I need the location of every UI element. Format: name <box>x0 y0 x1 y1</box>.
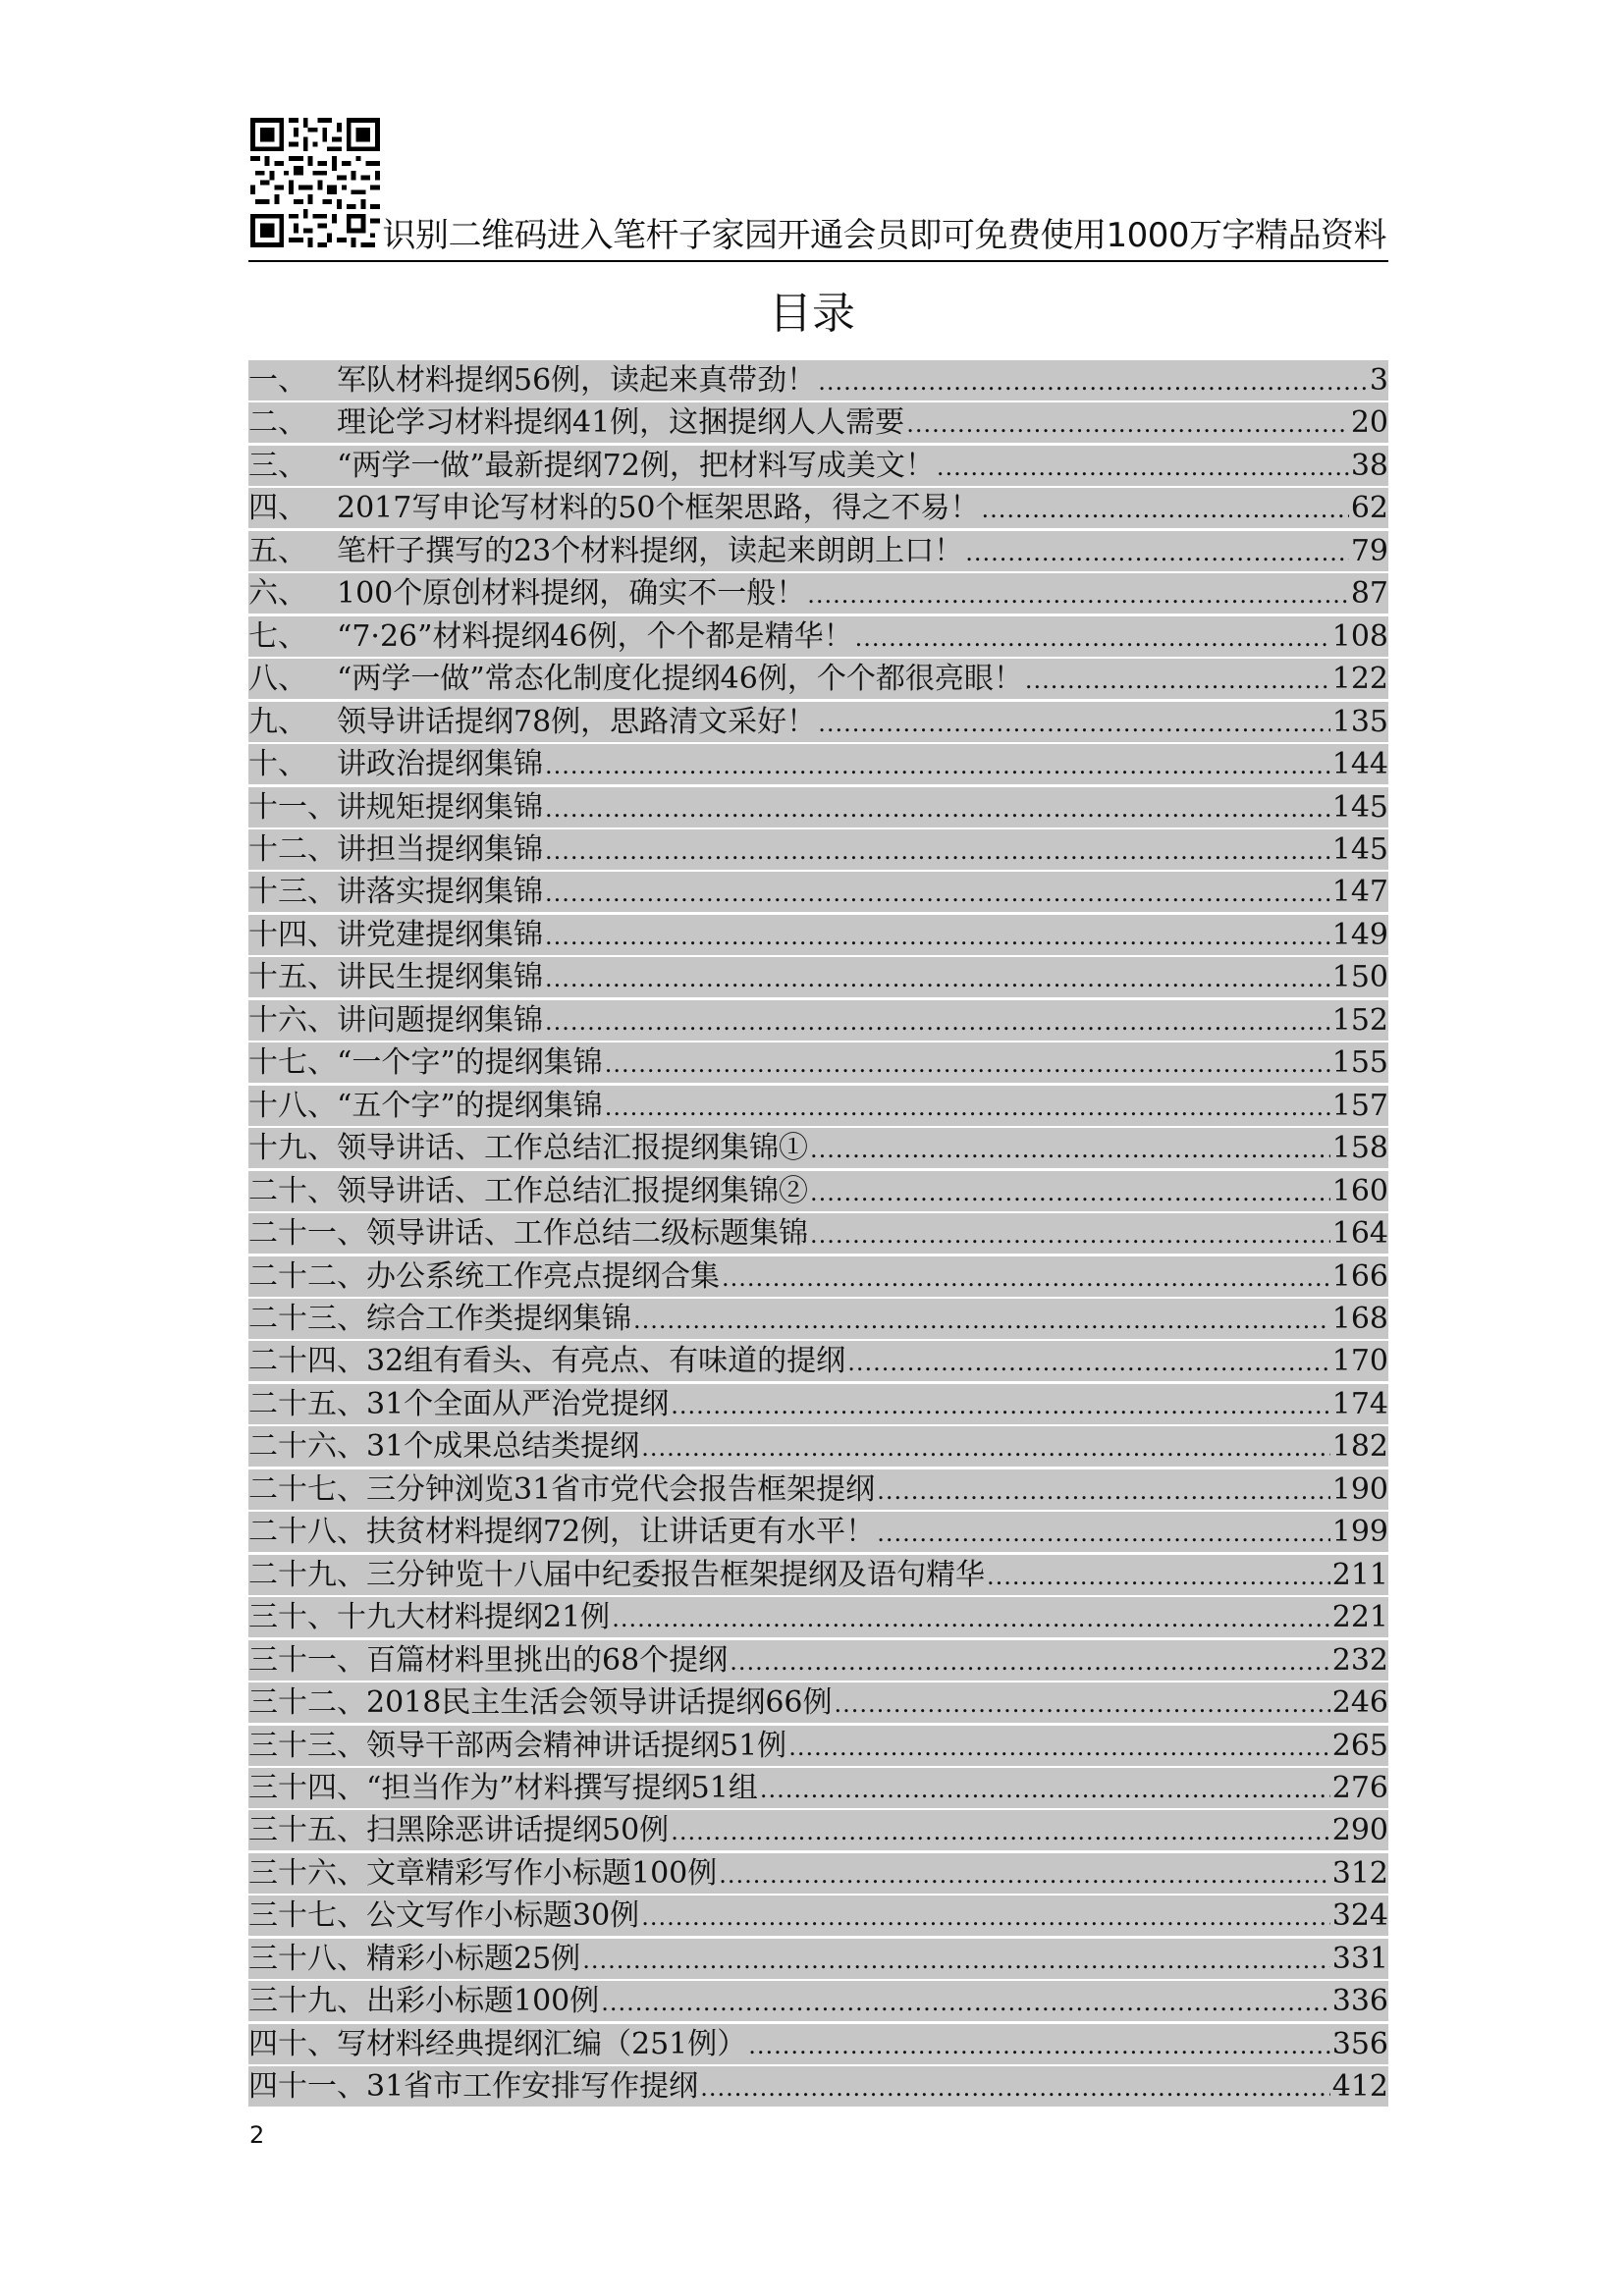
toc-entry-page: 149 <box>1331 917 1388 952</box>
toc-entry-page: 232 <box>1331 1642 1388 1678</box>
toc-entry-page: 160 <box>1331 1173 1388 1208</box>
toc-entry[interactable] <box>248 1171 1388 1211</box>
toc-leader-dots <box>633 1301 1330 1339</box>
toc-entry[interactable] <box>248 1597 1388 1637</box>
toc-entry-number: 十六、 <box>248 1002 337 1038</box>
toc-leader-dots <box>818 704 1330 742</box>
toc-leader-dots <box>545 831 1330 870</box>
toc-entry[interactable] <box>248 659 1388 699</box>
toc-entry-page: 290 <box>1331 1813 1388 1848</box>
toc-title: 目录 <box>769 289 855 339</box>
toc-entry-title: 笔杆子撰写的23个材料提纲，读起来朗朗上口！ <box>337 533 964 568</box>
toc-entry-title: 百篇材料里挑出的68个提纲 <box>366 1642 729 1678</box>
toc-entry[interactable] <box>248 1512 1388 1552</box>
toc-entry-page: 122 <box>1331 662 1388 697</box>
toc-entry-page: 199 <box>1331 1515 1388 1550</box>
toc-leader-dots <box>906 404 1349 443</box>
toc-entry-page: 87 <box>1350 576 1388 612</box>
toc-entry-page: 108 <box>1331 618 1388 654</box>
toc-entry[interactable] <box>248 531 1388 571</box>
toc-entry-title: 精彩小标题25例 <box>366 1941 581 1976</box>
toc-entry[interactable] <box>248 488 1388 528</box>
toc-leader-dots <box>612 1599 1330 1637</box>
toc-entry-page: 145 <box>1331 789 1388 825</box>
toc-entry-number: 九、 <box>248 704 307 739</box>
toc-entry[interactable] <box>248 957 1388 997</box>
toc-entry[interactable] <box>248 1939 1388 1979</box>
toc-entry[interactable] <box>248 1299 1388 1339</box>
header-divider <box>248 260 1388 262</box>
toc-entry-page: 62 <box>1350 491 1388 526</box>
toc-entry[interactable] <box>248 872 1388 912</box>
toc-entry[interactable] <box>248 1128 1388 1168</box>
toc-entry-number: 十、 <box>248 747 307 782</box>
toc-entry-number: 三十二、 <box>248 1685 366 1721</box>
toc-entry-title: 领导讲话、工作总结二级标题集锦 <box>366 1216 808 1252</box>
toc-entry-title: 讲民生提纲集锦 <box>337 960 543 995</box>
toc-leader-dots <box>722 1258 1330 1297</box>
toc-entry[interactable] <box>248 1213 1388 1254</box>
toc-entry-number: 三十五、 <box>248 1813 366 1848</box>
toc-entry[interactable] <box>248 1768 1388 1808</box>
toc-entry-title: 文章精彩写作小标题100例 <box>366 1855 718 1891</box>
toc-entry-page: 155 <box>1331 1045 1388 1081</box>
toc-entry-title: 综合工作类提纲集锦 <box>366 1301 631 1336</box>
toc-leader-dots <box>545 789 1330 828</box>
toc-entry-page: 211 <box>1331 1557 1388 1592</box>
toc-leader-dots <box>601 1983 1329 2021</box>
toc-entry[interactable] <box>248 1853 1388 1894</box>
toc-entry-number: 三十六、 <box>248 1855 366 1891</box>
toc-entry-number: 二十三、 <box>248 1301 366 1336</box>
toc-entry[interactable] <box>248 446 1388 486</box>
toc-entry-number: 二、 <box>248 405 307 441</box>
toc-leader-dots <box>987 1557 1330 1595</box>
toc-entry-number: 二十九、 <box>248 1557 366 1592</box>
toc-entry[interactable] <box>248 1341 1388 1381</box>
toc-entry-page: 246 <box>1331 1685 1388 1721</box>
toc-entry-page: 79 <box>1350 533 1388 568</box>
toc-entry[interactable] <box>248 1469 1388 1510</box>
toc-entry-page: 38 <box>1350 448 1388 483</box>
toc-entry-title: 讲落实提纲集锦 <box>337 875 543 910</box>
toc-entry-number: 四十、 <box>248 2026 337 2061</box>
toc-entry-number: 二十七、 <box>248 1471 366 1507</box>
toc-entry-page: 170 <box>1331 1344 1388 1379</box>
toc-entry[interactable] <box>248 829 1388 870</box>
toc-entry-page: 331 <box>1331 1941 1388 1976</box>
toc-entry-page: 276 <box>1331 1770 1388 1805</box>
toc-entry-title: 31个成果总结类提纲 <box>366 1429 640 1465</box>
toc-entry-page: 164 <box>1331 1216 1388 1252</box>
toc-leader-dots <box>1025 661 1330 699</box>
header-notice: 识别二维码进入笔杆子家园开通会员即可免费使用1000万字精品资料 <box>382 216 1386 255</box>
toc-entry-title: 办公系统工作亮点提纲合集 <box>366 1258 720 1294</box>
toc-entry-title: “两学一做”常态化制度化提纲46例，个个都很亮眼！ <box>337 662 1023 697</box>
toc-entry[interactable] <box>248 573 1388 614</box>
toc-entry-page: 324 <box>1331 1898 1388 1934</box>
toc-leader-dots <box>835 1684 1330 1723</box>
toc-entry-page: 152 <box>1331 1002 1388 1038</box>
toc-entry[interactable] <box>248 2024 1388 2064</box>
toc-entry-page: 20 <box>1350 405 1388 441</box>
toc-entry-title: “五个字”的提纲集锦 <box>337 1088 603 1123</box>
toc-entry-number: 二十四、 <box>248 1344 366 1379</box>
toc-entry[interactable] <box>248 1384 1388 1424</box>
toc-entry-number: 七、 <box>248 618 307 654</box>
toc-entry-title: 十九大材料提纲21例 <box>337 1600 611 1635</box>
toc-entry-number: 十九、 <box>248 1131 337 1166</box>
toc-leader-dots <box>965 533 1349 571</box>
toc-entry-page: 145 <box>1331 831 1388 867</box>
toc-entry-title: 讲规矩提纲集锦 <box>337 789 543 825</box>
toc-entry-page: 356 <box>1331 2026 1388 2061</box>
toc-entry-number: 三十九、 <box>248 1984 366 2019</box>
toc-entry-title: 100个原创材料提纲，确实不一般！ <box>337 576 806 612</box>
toc-entry[interactable] <box>248 1640 1388 1681</box>
toc-leader-dots <box>810 1215 1330 1254</box>
toc-entry-number: 三十三、 <box>248 1728 366 1763</box>
toc-entry[interactable] <box>248 744 1388 784</box>
toc-entry[interactable] <box>248 2066 1388 2107</box>
toc-entry-title: 领导讲话、工作总结汇报提纲集锦① <box>337 1131 808 1166</box>
toc-entry-number: 二十八、 <box>248 1515 366 1550</box>
toc-entry-page: 157 <box>1331 1088 1388 1123</box>
toc-entry-page: 150 <box>1331 960 1388 995</box>
toc-entry-number: 六、 <box>248 576 307 612</box>
toc-leader-dots <box>545 917 1330 955</box>
toc-entry-title: 公文写作小标题30例 <box>366 1898 640 1934</box>
toc-entry-title: “两学一做”最新提纲72例，把材料写成美文！ <box>337 448 935 483</box>
toc-entry-page: 3 <box>1369 363 1388 398</box>
toc-leader-dots <box>700 2068 1330 2107</box>
toc-entry-number: 三十四、 <box>248 1770 366 1805</box>
toc-leader-dots <box>748 2026 1329 2064</box>
toc-entry-number: 五、 <box>248 533 307 568</box>
toc-entry[interactable] <box>248 1682 1388 1723</box>
toc-entry-title: 军队材料提纲56例，读起来真带劲！ <box>337 363 817 398</box>
toc-entry-page: 182 <box>1331 1429 1388 1465</box>
toc-entry[interactable] <box>248 1042 1388 1083</box>
toc-entry-title: 出彩小标题100例 <box>366 1984 600 2019</box>
toc-entry[interactable] <box>248 1896 1388 1936</box>
toc-leader-dots <box>937 448 1349 486</box>
toc-entry[interactable] <box>248 360 1388 400</box>
toc-entry-title: 理论学习材料提纲41例，这捆提纲人人需要 <box>337 405 905 441</box>
qr-code[interactable] <box>250 118 380 247</box>
toc-entry-title: “一个字”的提纲集锦 <box>337 1045 603 1081</box>
toc-leader-dots <box>545 1002 1330 1041</box>
toc-leader-dots <box>719 1855 1329 1894</box>
toc-leader-dots <box>730 1642 1330 1681</box>
toc-entry-number: 三十、 <box>248 1600 337 1635</box>
toc-entry-number: 十三、 <box>248 875 337 910</box>
toc-entry-number: 三十一、 <box>248 1642 366 1678</box>
toc-entry-title: 讲问题提纲集锦 <box>337 1002 543 1038</box>
toc-leader-dots <box>982 490 1349 528</box>
toc-leader-dots <box>818 362 1368 400</box>
toc-entry-title: 31个全面从严治党提纲 <box>366 1386 670 1421</box>
toc-entry[interactable] <box>248 616 1388 657</box>
toc-leader-dots <box>605 1044 1330 1083</box>
toc-leader-dots <box>760 1770 1330 1808</box>
toc-entry[interactable] <box>248 915 1388 955</box>
toc-entry-number: 二十一、 <box>248 1216 366 1252</box>
toc-entry-title: 讲政治提纲集锦 <box>337 747 543 782</box>
toc-entry-title: 2018民主生活会领导讲话提纲66例 <box>366 1685 833 1721</box>
toc-entry-number: 四、 <box>248 491 307 526</box>
toc-entry[interactable] <box>248 1810 1388 1850</box>
toc-leader-dots <box>641 1897 1330 1936</box>
toc-entry-title: 32组有看头、有亮点、有味道的提纲 <box>366 1344 846 1379</box>
toc-entry[interactable] <box>248 1000 1388 1041</box>
toc-entry-title: 写材料经典提纲汇编（251例） <box>337 2026 747 2061</box>
toc-entry-page: 166 <box>1331 1258 1388 1294</box>
toc-entry-page: 147 <box>1331 875 1388 910</box>
toc-entry-title: 三分钟浏览31省市党代会报告框架提纲 <box>366 1471 876 1507</box>
toc-entry[interactable] <box>248 1981 1388 2021</box>
toc-leader-dots <box>855 618 1330 657</box>
toc-leader-dots <box>807 575 1349 614</box>
toc-leader-dots <box>582 1941 1330 1979</box>
toc-entry-number: 十八、 <box>248 1088 337 1123</box>
toc-entry-number: 三十八、 <box>248 1941 366 1976</box>
toc-entry-title: 三分钟览十八届中纪委报告框架提纲及语句精华 <box>366 1557 985 1592</box>
toc-leader-dots <box>545 746 1330 784</box>
toc-entry-page: 168 <box>1331 1301 1388 1336</box>
toc-entry-number: 二十六、 <box>248 1429 366 1465</box>
toc-entry-page: 144 <box>1331 747 1388 782</box>
page-number: 2 <box>249 2121 265 2149</box>
toc-entry-title: 讲担当提纲集锦 <box>337 831 543 867</box>
toc-leader-dots <box>641 1428 1330 1467</box>
toc-entry-title: 领导干部两会精神讲话提纲51例 <box>366 1728 787 1763</box>
toc-entry-number: 一、 <box>248 363 307 398</box>
toc-entry-page: 190 <box>1331 1471 1388 1507</box>
toc-leader-dots <box>810 1130 1330 1168</box>
toc-entry-number: 二十二、 <box>248 1258 366 1294</box>
toc-leader-dots <box>671 1812 1330 1850</box>
toc-entry-title: 领导讲话、工作总结汇报提纲集锦② <box>337 1173 808 1208</box>
toc-entry-number: 十七、 <box>248 1045 337 1081</box>
toc-leader-dots <box>545 959 1330 997</box>
toc-entry[interactable] <box>248 1426 1388 1467</box>
toc-entry-number: 十五、 <box>248 960 337 995</box>
toc-entry-number: 三、 <box>248 448 307 483</box>
toc-entry-number: 十四、 <box>248 917 337 952</box>
toc-entry-page: 336 <box>1331 1984 1388 2019</box>
toc-entry-title: 2017写申论写材料的50个框架思路，得之不易！ <box>337 491 980 526</box>
toc-entry-page: 158 <box>1331 1131 1388 1166</box>
toc-entry[interactable] <box>248 702 1388 742</box>
toc-entry[interactable] <box>248 1086 1388 1126</box>
toc-entry-title: “担当作为”材料撰写提纲51组 <box>366 1770 758 1805</box>
toc-entry-number: 二十、 <box>248 1173 337 1208</box>
toc-entry-title: 领导讲话提纲78例，思路清文采好！ <box>337 704 817 739</box>
toc-entry[interactable] <box>248 1726 1388 1766</box>
toc-entry[interactable] <box>248 787 1388 828</box>
toc-entry-page: 221 <box>1331 1600 1388 1635</box>
toc-list <box>248 360 1388 2109</box>
toc-entry[interactable] <box>248 1555 1388 1595</box>
toc-entry-title: 扶贫材料提纲72例，让讲话更有水平！ <box>366 1515 876 1550</box>
toc-entry-page: 412 <box>1331 2069 1388 2105</box>
toc-entry-number: 十一、 <box>248 789 337 825</box>
toc-leader-dots <box>877 1471 1330 1510</box>
toc-entry-title: 31省市工作安排写作提纲 <box>366 2069 699 2105</box>
toc-entry-number: 八、 <box>248 662 307 697</box>
toc-entry-page: 312 <box>1331 1855 1388 1891</box>
toc-entry-title: 讲党建提纲集锦 <box>337 917 543 952</box>
toc-leader-dots <box>671 1386 1330 1424</box>
toc-leader-dots <box>877 1514 1330 1552</box>
toc-entry-page: 174 <box>1331 1386 1388 1421</box>
toc-leader-dots <box>605 1088 1330 1126</box>
toc-entry-page: 265 <box>1331 1728 1388 1763</box>
toc-entry[interactable] <box>248 1256 1388 1297</box>
toc-leader-dots <box>810 1173 1330 1211</box>
toc-leader-dots <box>545 874 1330 912</box>
toc-entry-title: “7·26”材料提纲46例，个个都是精华！ <box>337 618 853 654</box>
toc-entry-number: 四十一、 <box>248 2069 366 2105</box>
toc-entry[interactable] <box>248 402 1388 443</box>
toc-entry-number: 三十七、 <box>248 1898 366 1934</box>
toc-entry-number: 十二、 <box>248 831 337 867</box>
toc-leader-dots <box>788 1728 1330 1766</box>
toc-entry-number: 二十五、 <box>248 1386 366 1421</box>
toc-entry-page: 135 <box>1331 704 1388 739</box>
toc-leader-dots <box>847 1343 1330 1381</box>
toc-entry-title: 扫黑除恶讲话提纲50例 <box>366 1813 670 1848</box>
